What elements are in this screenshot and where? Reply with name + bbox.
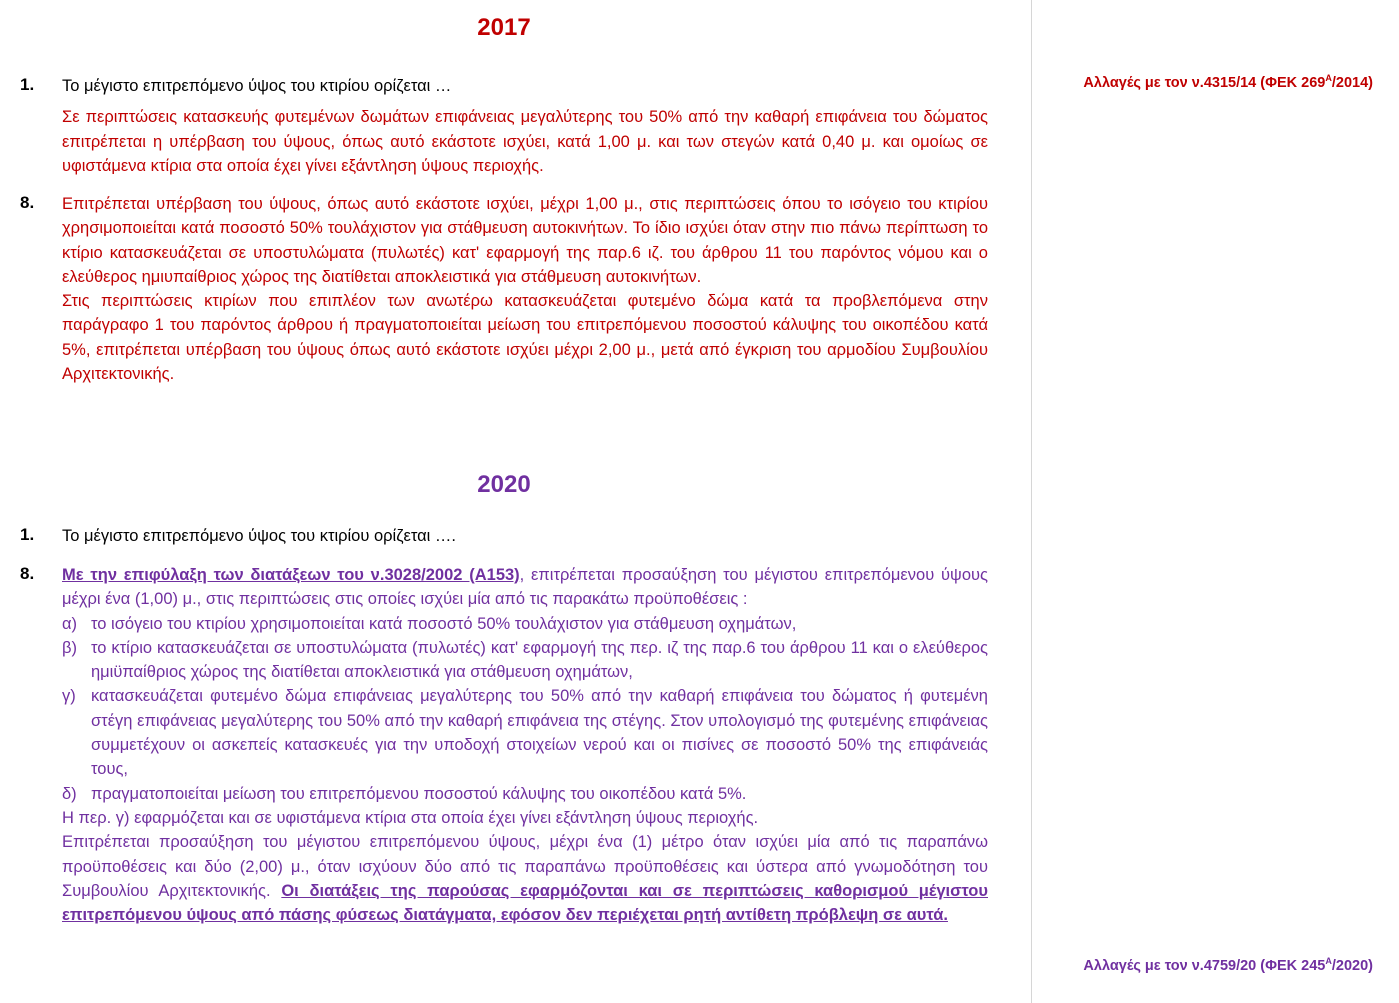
paragraph-8-2020-lead: Με την επιφύλαξη των διατάξεων του ν.3028/2002 (Α153), επιτρέπεται προσαύξηση του μέγιστου επιτρεπόμενου ύψους μέχρι ένα (1,00) μ., στις περιπτώσεις στις οποίες ισχύει μία από τις παρακάτω προϋποθέσεις : <box>62 566 988 609</box>
paragraph-8-2017 <box>62 192 988 386</box>
year-heading-2020: 2020 <box>477 471 531 498</box>
paragraph-1-2020 <box>62 524 988 548</box>
condition-item-d: δ) πραγματοποιείται μείωση του επιτρεπόμενου ποσοστού κάλυψης του οικοπέδου κατά 5%. <box>62 784 747 803</box>
paragraph-1-2017 <box>62 74 988 178</box>
paragraph-1-2017-text: Σε περιπτώσεις κατασκευής φυτεμένων δωμάτων επιφάνειας μεγαλύτερης του 50% από την καθαρή επιφάνεια του δώματος επιτρέπεται η υπέρβαση του ύψους, όπως αυτό εκάστοτε ισχύει, κατά 1,00 μ. και των στεγών κατά 0,40 μ. και ομοίως σε υφιστάμενα κτίρια στα οποία έχει γίνει εξάντληση ύψους περιοχής. <box>62 108 988 175</box>
paragraph-number-8-2020: 8. <box>20 564 35 583</box>
amendment-note-2014: Αλλαγές με τον ν.4315/14 (ΦΕΚ $269^A/2014$) <box>1083 73 1373 91</box>
paragraph-8-2020-note: Η περ. γ) εφαρμόζεται και σε υφιστάμενα κτίρια στα οποία έχει γίνει εξάντληση ύψους περιοχής. <box>62 808 759 827</box>
condition-item-b: β) το κτίριο κατασκευάζεται σε υποστυλώματα (πυλωτές) κατ' εφαρμογή της περ. ιζ της παρ.6 του άρθρου 11 και ο ελεύθερος ημιϋπαίθριος χώρος της διατίθεται αποκλειστικά για στάθμευση οχημάτων, <box>62 638 988 682</box>
paragraph-number-8-2017: 8. <box>20 193 35 212</box>
paragraph-8-2020-final: Επιτρέπεται προσαύξηση του μέγιστου επιτρεπόμενου ύψους, μέχρι ένα (1) μέτρο όταν ισχύει μία από τις παραπάνω προϋποθέσεις και δύο (2,00) μ., όταν ισχύουν δύο από τις παραπάνω προϋποθέσεις και ύστερα από γνωμοδότηση του Συμβουλίου Αρχιτεκτονικής. Οι διατάξεις της παρούσας εφαρμόζονται και σε περιπτώσεις καθορισμού μέγιστου επιτρεπόμενου ύψους από πάσης φύσεως διατάγματα, εφόσον δεν περιέχεται ρητή αντίθετη πρόβλεψη σε αυτά. <box>62 833 988 925</box>
margin-divider <box>1031 0 1032 1003</box>
paragraph-number-1-2017: 1. <box>20 75 35 94</box>
condition-item-c: γ) κατασκευάζεται φυτεμένο δώμα επιφάνειας μεγαλύτερης του 50% από την καθαρή επιφάνεια του δώματος ή φυτεμένη στέγη επιφάνειας μεγαλύτερης του 50% από την καθαρή επιφάνεια της στέγης. Στον υπολογισμό της φυτεμένης επιφάνειας συμμετέχουν οι ασκεπείς κατασκευές για την υποδοχή στοιχείων νερού και οι πισίνες σε ποσοστό 50% της επιφάνειάς τους, <box>62 687 988 779</box>
paragraph-1-2017-intro: Το μέγιστο επιτρεπόμενο ύψος του κτιρίου ορίζεται … <box>62 77 452 95</box>
paragraph-8-2020-final-bold: Οι διατάξεις της παρούσας εφαρμόζονται και σε περιπτώσεις καθορισμού μέγιστου επιτρεπόμενου ύψους από πάσης φύσεως διατάγματα, εφόσον δεν περιέχεται ρητή αντίθετη πρόβλεψη σε αυτά. <box>62 881 988 925</box>
paragraph-8-2017-text1: Επιτρέπεται υπέρβαση του ύψους, όπως αυτό εκάστοτε ισχύει, μέχρι 1,00 μ., στις περιπτώσεις όπου το ισόγειο του κτιρίου χρησιμοποιείται κατά ποσοστό 50% τουλάχιστον για στάθμευση αυτοκινήτων. Το ίδιο ισχύει όταν στην πιο πάνω περίπτωση το κτίριο κατασκευάζεται σε υποστυλώματα (πυλωτές) κατ' εφαρμογή της παρ.6 ιζ. του άρθρου 11 του παρόντος νόμου και ο ελεύθερος ημιυπαίθριος χώρος της διατίθεται αποκλειστικά για στάθμευση αυτοκινήτων. <box>62 195 988 286</box>
law-reference-link: Με την επιφύλαξη των διατάξεων του ν.3028/2002 (Α153) <box>62 566 520 584</box>
paragraph-1-2020-intro: Το μέγιστο επιτρεπόμενο ύψος του κτιρίου ορίζεται …. <box>62 527 456 545</box>
paragraph-number-1-2020: 1. <box>20 525 35 544</box>
condition-item-a: α) το ισόγειο του κτιρίου χρησιμοποιείται κατά ποσοστό 50% τουλάχιστον για στάθμευση οχημάτων, <box>62 614 797 633</box>
paragraph-8-2020 <box>62 563 988 927</box>
paragraph-8-2017-text2: Στις περιπτώσεις κτιρίων που επιπλέον των ανωτέρω κατασκευάζεται φυτεμένο δώμα κατά τα προβλεπόμενα στην παράγραφο 1 του παρόντος άρθρου ή πραγματοποιείται μείωση του επιτρεπόμενου ποσοστού κάλυψης του οικοπέδου κατά 5%, επιτρέπεται υπέρβαση του ύψους όπως αυτό εκάστοτε ισχύει μέχρι 2,00 μ., μετά από έγκριση του αρμοδίου Συμβουλίου Αρχιτεκτονικής. <box>62 292 988 384</box>
year-heading-2017: 2017 <box>477 14 531 41</box>
amendment-note-2020: Αλλαγές με τον ν.4759/20 (ΦΕΚ $245^A/2020$) <box>1083 956 1373 974</box>
